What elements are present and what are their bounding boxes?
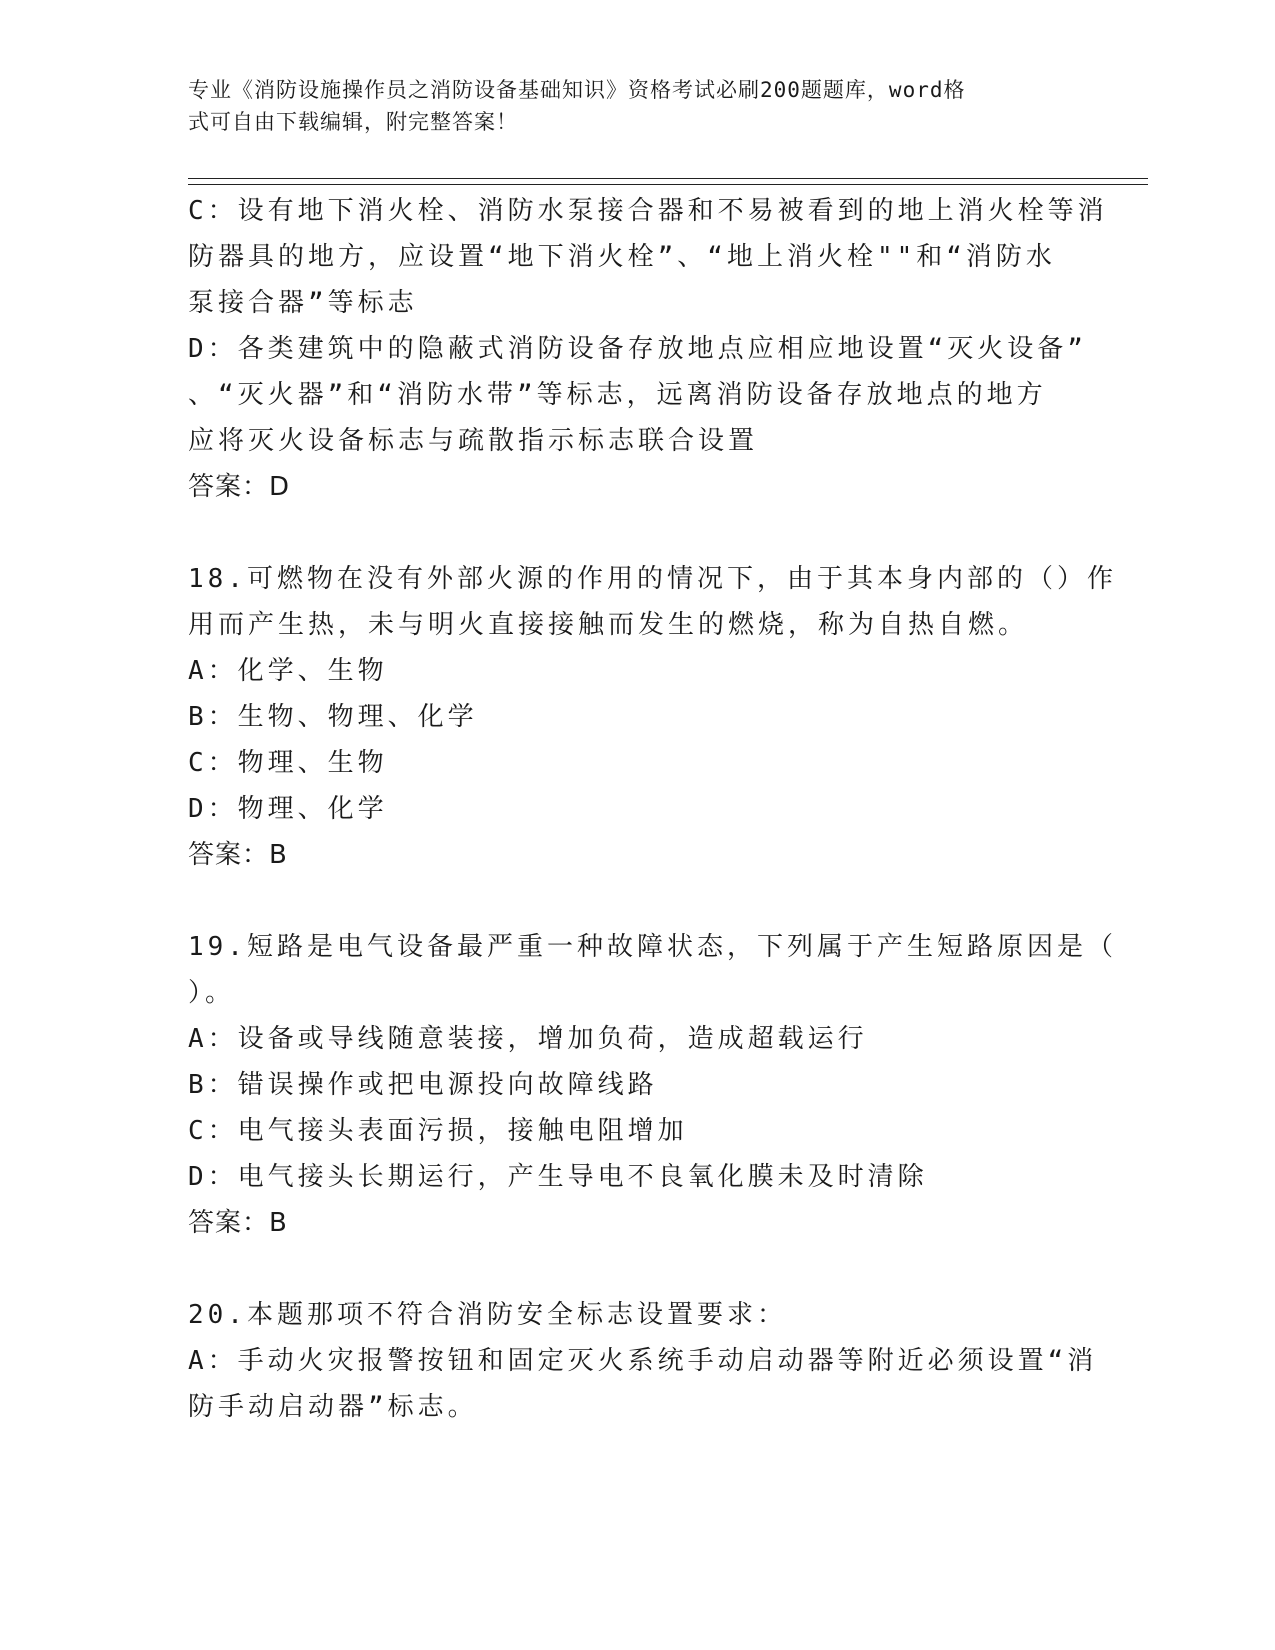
question-text: 20.本题那项不符合消防安全标志设置要求： — [188, 1300, 787, 1330]
text-line: 泵接合器”等标志 — [188, 288, 418, 318]
option-d: D：电气接头长期运行，产生导电不良氧化膜未及时清除 — [188, 1162, 928, 1192]
option-c — [188, 188, 1108, 326]
text-line: 应将灭火设备标志与疏散指示标志联合设置 — [188, 426, 759, 456]
header-line-1: 专业《消防设施操作员之消防设备基础知识》资格考试必刷200题题库，word格 — [188, 78, 966, 102]
option-a: A：化学、生物 — [188, 656, 388, 686]
text-line: A：手动火灾报警按钮和固定灭火系统手动启动器等附近必须设置“消 — [188, 1346, 1098, 1376]
option-d — [188, 326, 1087, 464]
answer: 答案：D — [188, 472, 291, 502]
text-line: 19.短路是电气设备最严重一种故障状态，下列属于产生短路原因是（ — [188, 932, 1117, 962]
question-19 — [188, 924, 1117, 1246]
text-line: 防器具的地方，应设置“地下消火栓”、“地上消火栓""和“消防水 — [188, 242, 1056, 272]
header-divider — [188, 178, 1148, 185]
text-line: C：设有地下消火栓、消防水泵接合器和不易被看到的地上消火栓等消 — [188, 196, 1108, 226]
spacer — [188, 510, 1078, 556]
document-body — [188, 188, 1117, 1430]
question-text — [188, 556, 1117, 648]
option-c: C：电气接头表面污损，接触电阻增加 — [188, 1116, 688, 1146]
question-20 — [188, 1292, 1098, 1430]
text-line: 、“灭火器”和“消防水带”等标志，远离消防设备存放地点的地方 — [188, 380, 1047, 410]
option-b: B：错误操作或把电源投向故障线路 — [188, 1070, 658, 1100]
text-line: D：各类建筑中的隐蔽式消防设备存放地点应相应地设置“灭火设备” — [188, 334, 1087, 364]
option-c: C：物理、生物 — [188, 748, 388, 778]
header-line-2: 式可自由下载编辑，附完整答案！ — [188, 110, 518, 134]
spacer — [188, 1246, 1078, 1292]
question-17-tail — [188, 188, 1108, 510]
text-line: 用而产生热，未与明火直接接触而发生的燃烧，称为自热自燃。 — [188, 610, 1029, 640]
question-18 — [188, 556, 1117, 878]
option-a — [188, 1338, 1098, 1430]
text-line: 18.可燃物在没有外部火源的作用的情况下，由于其本身内部的（）作 — [188, 564, 1117, 594]
text-line: 防手动启动器”标志。 — [188, 1392, 478, 1422]
answer: 答案：B — [188, 840, 288, 870]
question-text — [188, 924, 1117, 1016]
option-d: D：物理、化学 — [188, 794, 388, 824]
option-a: A：设备或导线随意装接，增加负荷，造成超载运行 — [188, 1024, 868, 1054]
document-header — [188, 74, 1078, 138]
option-b: B：生物、物理、化学 — [188, 702, 478, 732]
text-line: ）。 — [188, 978, 236, 1008]
answer: 答案：B — [188, 1208, 288, 1238]
spacer — [188, 878, 1078, 924]
